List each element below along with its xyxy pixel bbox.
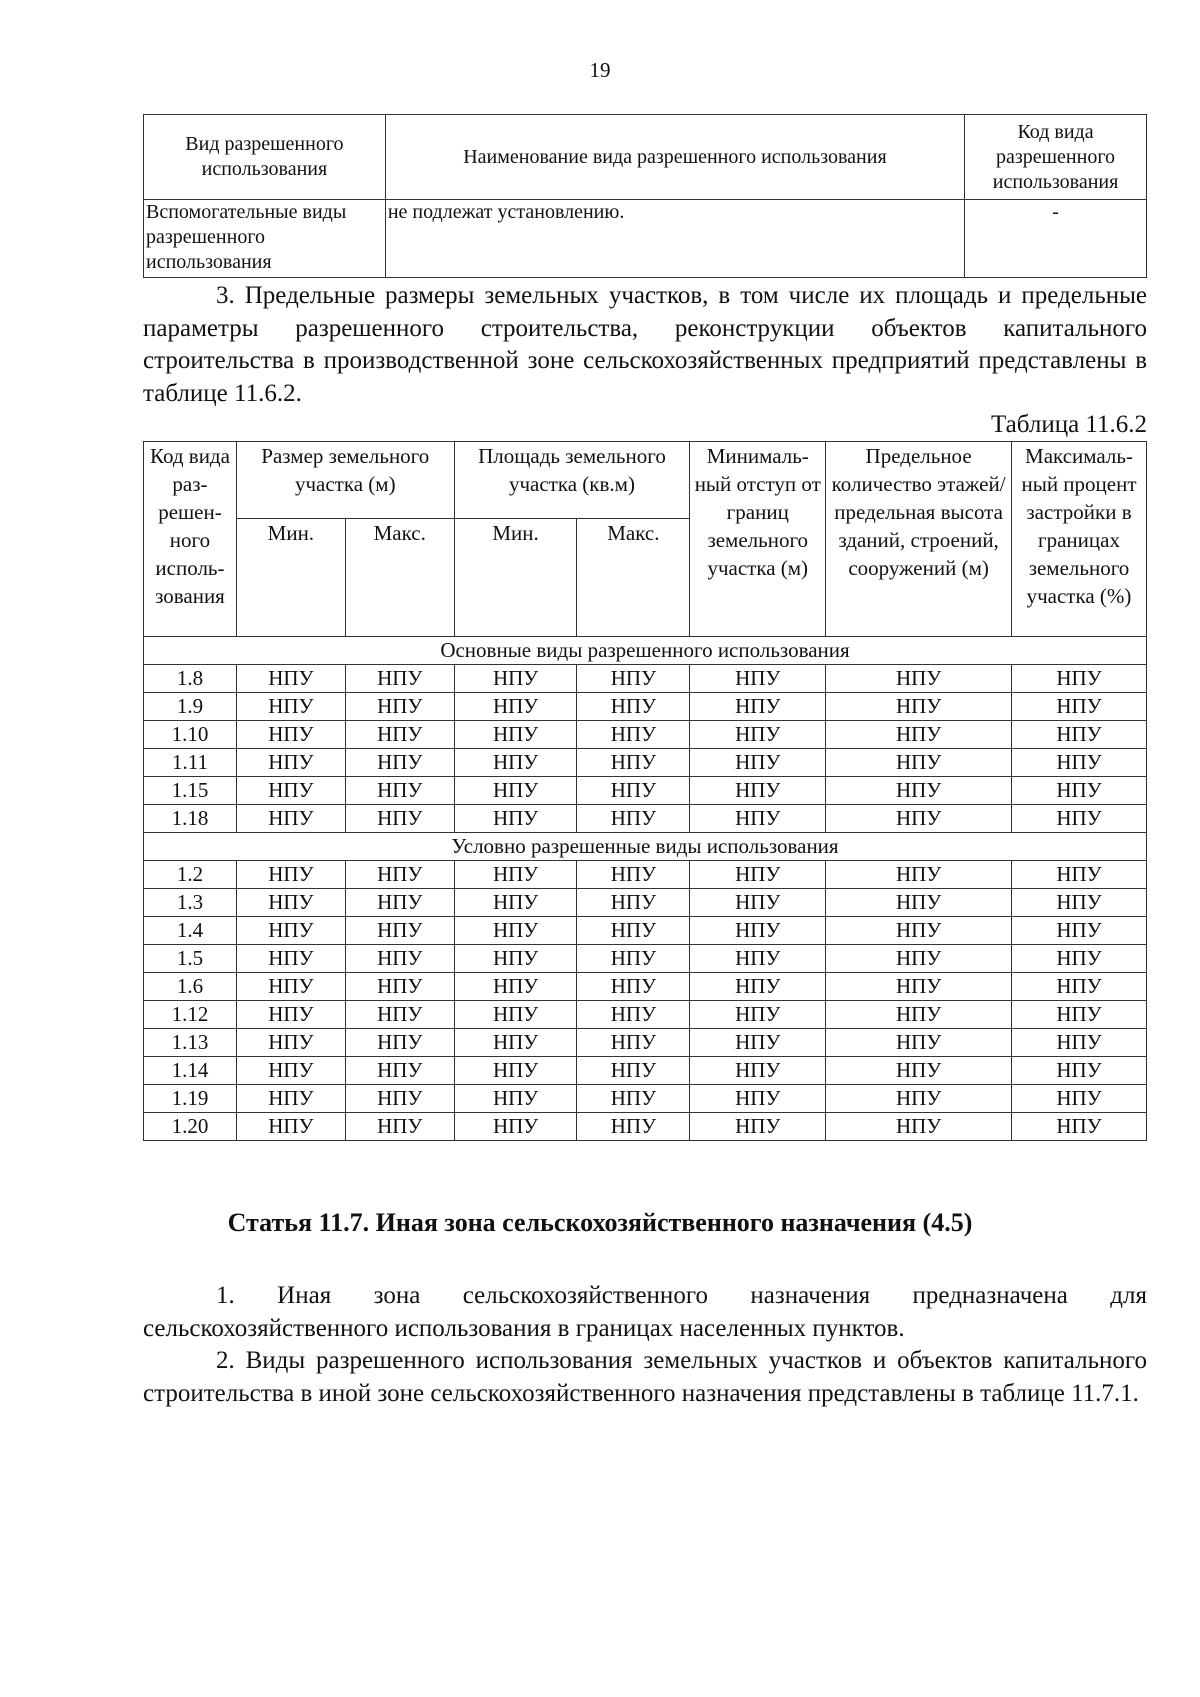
cell-min-offset: НПУ — [690, 665, 826, 693]
cell-max-coverage: НПУ — [1012, 693, 1147, 721]
header-max-coverage: Максималь-ный процент застройки в границах земельного участка (%) — [1012, 442, 1147, 637]
cell-max-coverage: НПУ — [1012, 1113, 1147, 1141]
header-area-max: Макс. — [577, 519, 690, 637]
cell-size-min: НПУ — [236, 861, 345, 889]
cell-area-max: НПУ — [577, 1029, 690, 1057]
table-body — [144, 637, 1147, 1141]
cell-use-code: - — [965, 200, 1147, 278]
cell-size-max: НПУ — [345, 973, 454, 1001]
cell-area-min: НПУ — [454, 1001, 577, 1029]
cell-area-max: НПУ — [577, 1057, 690, 1085]
article-title: Статья 11.7. Иная зона сельскохозяйственного назначения (4.5) — [227, 1208, 973, 1237]
cell-code: 1.18 — [144, 805, 237, 833]
cell-size-min: НПУ — [236, 749, 345, 777]
cell-code: 1.10 — [144, 721, 237, 749]
cell-code: 1.15 — [144, 777, 237, 805]
cell-area-max: НПУ — [577, 917, 690, 945]
cell-max-floors: НПУ — [826, 665, 1012, 693]
header-code: Код вида раз-решен-ного исполь-зования — [144, 442, 237, 637]
header-size-max: Макс. — [345, 519, 454, 637]
cell-area-min: НПУ — [454, 665, 577, 693]
cell-code: 1.11 — [144, 749, 237, 777]
cell-area-min: НПУ — [454, 693, 577, 721]
cell-size-min: НПУ — [236, 1085, 345, 1113]
cell-min-offset: НПУ — [690, 721, 826, 749]
table-row — [144, 1029, 1147, 1057]
cell-size-min: НПУ — [236, 805, 345, 833]
cell-size-min: НПУ — [236, 721, 345, 749]
cell-area-max: НПУ — [577, 1113, 690, 1141]
table-row — [144, 973, 1147, 1001]
cell-size-max: НПУ — [345, 749, 454, 777]
cell-code: 1.8 — [144, 665, 237, 693]
cell-size-min: НПУ — [236, 693, 345, 721]
cell-area-max: НПУ — [577, 777, 690, 805]
cell-min-offset: НПУ — [690, 889, 826, 917]
cell-max-floors: НПУ — [826, 777, 1012, 805]
cell-size-max: НПУ — [345, 805, 454, 833]
cell-size-max: НПУ — [345, 1001, 454, 1029]
cell-size-max: НПУ — [345, 777, 454, 805]
header-use-name: Наименование вида разрешенного использования — [385, 115, 964, 200]
cell-code: 1.5 — [144, 945, 237, 973]
cell-code: 1.4 — [144, 917, 237, 945]
table-row — [144, 721, 1147, 749]
cell-max-floors: НПУ — [826, 889, 1012, 917]
cell-size-min: НПУ — [236, 1029, 345, 1057]
cell-use-name: не подлежат установлению. — [385, 200, 964, 278]
cell-size-max: НПУ — [345, 1029, 454, 1057]
cell-max-coverage: НПУ — [1012, 861, 1147, 889]
cell-area-min: НПУ — [454, 861, 577, 889]
paragraph-3: 3. Предельные размеры земельных участков, в том числе их площадь и предельные параметры разрешенного строительства, реконструкции объектов капитального строительства в производственной зоне сельскохозяйственных предприятий представлены в таблице 11.6.2. — [143, 282, 1147, 407]
cell-area-min: НПУ — [454, 805, 577, 833]
cell-max-floors: НПУ — [826, 973, 1012, 1001]
header-max-floors: Предельное количество этажей/ предельная высота зданий, строений, сооружений (м) — [826, 442, 1012, 637]
header-size-min: Мин. — [236, 519, 345, 637]
cell-area-min: НПУ — [454, 721, 577, 749]
cell-size-max: НПУ — [345, 917, 454, 945]
cell-min-offset: НПУ — [690, 1113, 826, 1141]
cell-area-max: НПУ — [577, 721, 690, 749]
cell-size-min: НПУ — [236, 917, 345, 945]
table-row — [144, 1057, 1147, 1085]
cell-max-floors: НПУ — [826, 693, 1012, 721]
cell-area-min: НПУ — [454, 1113, 577, 1141]
cell-min-offset: НПУ — [690, 1057, 826, 1085]
cell-area-max: НПУ — [577, 693, 690, 721]
cell-min-offset: НПУ — [690, 1001, 826, 1029]
table-section-row — [144, 833, 1147, 861]
cell-size-min: НПУ — [236, 777, 345, 805]
cell-size-min: НПУ — [236, 665, 345, 693]
cell-code: 1.19 — [144, 1085, 237, 1113]
header-plot-size: Размер земельного участка (м) — [236, 442, 454, 519]
cell-max-coverage: НПУ — [1012, 889, 1147, 917]
table-caption: Таблица 11.6.2 — [991, 411, 1147, 438]
table-row — [144, 1085, 1147, 1113]
cell-area-max: НПУ — [577, 973, 690, 1001]
cell-code: 1.12 — [144, 1001, 237, 1029]
article-paragraph-1: 1. Иная зона сельскохозяйственного назначения предназначена для сельскохозяйственного использования в границах населенных пунктов. — [143, 1282, 1147, 1342]
cell-use-type: Вспомогательные виды разрешенного использования — [144, 200, 386, 278]
table-row — [144, 777, 1147, 805]
cell-max-floors: НПУ — [826, 1001, 1012, 1029]
header-use-type: Вид разрешенного использования — [144, 115, 386, 200]
cell-min-offset: НПУ — [690, 1029, 826, 1057]
table-row — [144, 889, 1147, 917]
table-row — [144, 1113, 1147, 1141]
cell-max-coverage: НПУ — [1012, 1001, 1147, 1029]
article-paragraph-2: 2. Виды разрешенного использования земельных участков и объектов капитального строительства в иной зоне сельскохозяйственного назначения представлены в таблице 11.7.1. — [143, 1347, 1147, 1407]
cell-max-floors: НПУ — [826, 1057, 1012, 1085]
table-row — [144, 200, 1147, 278]
table-row — [144, 1001, 1147, 1029]
cell-area-max: НПУ — [577, 861, 690, 889]
cell-size-min: НПУ — [236, 1057, 345, 1085]
cell-code: 1.2 — [144, 861, 237, 889]
cell-size-max: НПУ — [345, 861, 454, 889]
cell-area-max: НПУ — [577, 1085, 690, 1113]
cell-size-max: НПУ — [345, 889, 454, 917]
cell-area-max: НПУ — [577, 945, 690, 973]
cell-min-offset: НПУ — [690, 805, 826, 833]
cell-min-offset: НПУ — [690, 917, 826, 945]
cell-area-max: НПУ — [577, 805, 690, 833]
table-section-row — [144, 637, 1147, 665]
cell-area-min: НПУ — [454, 1085, 577, 1113]
cell-area-min: НПУ — [454, 917, 577, 945]
cell-max-coverage: НПУ — [1012, 777, 1147, 805]
cell-area-min: НПУ — [454, 889, 577, 917]
cell-max-coverage: НПУ — [1012, 665, 1147, 693]
cell-size-min: НПУ — [236, 1001, 345, 1029]
cell-min-offset: НПУ — [690, 945, 826, 973]
cell-code: 1.3 — [144, 889, 237, 917]
permitted-use-table — [143, 114, 1147, 278]
header-area-min: Мин. — [454, 519, 577, 637]
cell-max-floors: НПУ — [826, 721, 1012, 749]
cell-max-coverage: НПУ — [1012, 1029, 1147, 1057]
cell-min-offset: НПУ — [690, 749, 826, 777]
cell-code: 1.9 — [144, 693, 237, 721]
cell-size-max: НПУ — [345, 665, 454, 693]
table-row — [144, 665, 1147, 693]
cell-area-min: НПУ — [454, 1029, 577, 1057]
header-min-offset: Минималь-ный отступ от границ земельного участка (м) — [690, 442, 826, 637]
cell-size-max: НПУ — [345, 945, 454, 973]
cell-max-coverage: НПУ — [1012, 945, 1147, 973]
table-row — [144, 693, 1147, 721]
table-row — [144, 805, 1147, 833]
table-header-row — [144, 115, 1147, 200]
cell-area-max: НПУ — [577, 889, 690, 917]
cell-area-max: НПУ — [577, 749, 690, 777]
cell-area-min: НПУ — [454, 777, 577, 805]
table-row — [144, 945, 1147, 973]
cell-max-floors: НПУ — [826, 861, 1012, 889]
table-row — [144, 917, 1147, 945]
cell-size-min: НПУ — [236, 1113, 345, 1141]
section-heading: Условно разрешенные виды использования — [144, 833, 1147, 861]
section-heading: Основные виды разрешенного использования — [144, 637, 1147, 665]
table-row — [144, 861, 1147, 889]
cell-max-coverage: НПУ — [1012, 749, 1147, 777]
page-number: 19 — [589, 58, 611, 82]
cell-size-min: НПУ — [236, 945, 345, 973]
cell-area-min: НПУ — [454, 945, 577, 973]
cell-size-min: НПУ — [236, 889, 345, 917]
cell-min-offset: НПУ — [690, 973, 826, 1001]
cell-max-coverage: НПУ — [1012, 805, 1147, 833]
cell-min-offset: НПУ — [690, 777, 826, 805]
header-plot-area: Площадь земельного участка (кв.м) — [454, 442, 690, 519]
cell-area-min: НПУ — [454, 973, 577, 1001]
cell-max-floors: НПУ — [826, 805, 1012, 833]
plot-parameters-table — [143, 441, 1147, 1141]
cell-min-offset: НПУ — [690, 1085, 826, 1113]
cell-area-max: НПУ — [577, 1001, 690, 1029]
cell-max-floors: НПУ — [826, 917, 1012, 945]
cell-code: 1.13 — [144, 1029, 237, 1057]
cell-max-coverage: НПУ — [1012, 917, 1147, 945]
cell-size-min: НПУ — [236, 973, 345, 1001]
header-use-code: Код вида разрешенного использования — [965, 115, 1147, 200]
cell-max-coverage: НПУ — [1012, 1085, 1147, 1113]
cell-max-floors: НПУ — [826, 1113, 1012, 1141]
cell-max-floors: НПУ — [826, 1029, 1012, 1057]
cell-size-max: НПУ — [345, 1057, 454, 1085]
cell-max-floors: НПУ — [826, 945, 1012, 973]
cell-max-floors: НПУ — [826, 1085, 1012, 1113]
cell-code: 1.14 — [144, 1057, 237, 1085]
cell-code: 1.6 — [144, 973, 237, 1001]
cell-code: 1.20 — [144, 1113, 237, 1141]
cell-max-coverage: НПУ — [1012, 721, 1147, 749]
cell-area-max: НПУ — [577, 665, 690, 693]
cell-max-coverage: НПУ — [1012, 973, 1147, 1001]
cell-area-min: НПУ — [454, 749, 577, 777]
cell-max-floors: НПУ — [826, 749, 1012, 777]
cell-min-offset: НПУ — [690, 693, 826, 721]
cell-size-max: НПУ — [345, 1085, 454, 1113]
cell-size-max: НПУ — [345, 693, 454, 721]
cell-max-coverage: НПУ — [1012, 1057, 1147, 1085]
cell-size-max: НПУ — [345, 1113, 454, 1141]
table-header-row — [144, 442, 1147, 519]
table-row — [144, 749, 1147, 777]
cell-size-max: НПУ — [345, 721, 454, 749]
cell-area-min: НПУ — [454, 1057, 577, 1085]
cell-min-offset: НПУ — [690, 861, 826, 889]
